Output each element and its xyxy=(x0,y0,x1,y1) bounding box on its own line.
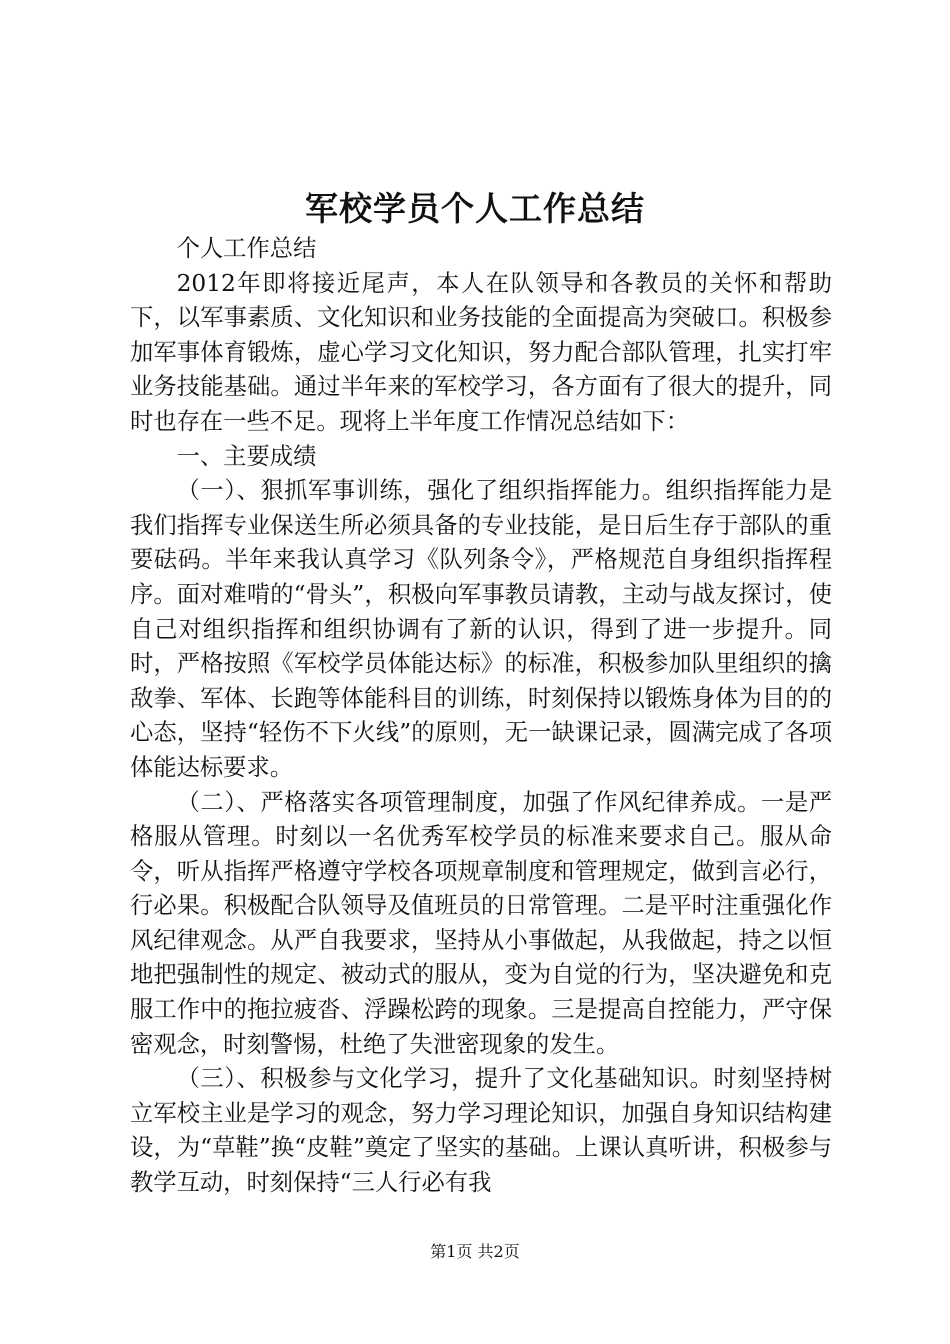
paragraph: 2012年即将接近尾声，本人在队领导和各教员的关怀和帮助下，以军事素质、文化知识和业务技能的全面提高为突破口。积极参加军事体育锻炼，虚心学习文化知识，努力配合部队管理，扎实打牢业务技能基础。通过半年来的军校学习，各方面有了很大的提升，同时也存在一些不足。现将上半年度工作情况总结如下： xyxy=(130,269,832,435)
paragraph: （二）、严格落实各项管理制度，加强了作风纪律养成。一是严格服从管理。时刻以一名优秀军校学员的标准来要求自己。服从命令，听从指挥严格遵守学校各项规章制度和管理规定，做到言必行，行必果。积极配合队领导及值班员的日常管理。二是平时注重强化作风纪律观念。从严自我要求，坚持从小事做起，从我做起，持之以恒地把强制性的规定、被动式的服从，变为自觉的行为，坚决避免和克服工作中的拖拉疲沓、浮躁松跨的现象。三是提高自控能力，严守保密观念，时刻警惕，杜绝了失泄密现象的发生。 xyxy=(130,788,832,1058)
page-footer: 第1页 共2页 xyxy=(430,1242,520,1261)
section-heading: 一、主要成绩 xyxy=(176,442,317,470)
document-title: 军校学员个人工作总结 xyxy=(305,189,645,228)
paragraph: （一）、狠抓军事训练，强化了组织指挥能力。组织指挥能力是我们指挥专业保送生所必须具备的专业技能，是日后生存于部队的重要砝码。半年来我认真学习《队列条令》，严格规范自身组织指挥程序。面对难啃的“骨头”，积极向军事教员请教，主动与战友探讨，使自己对组织指挥和组织协调有了新的认识，得到了进一步提升。同时，严格按照《军校学员体能达标》的标准，积极参加队里组织的擒敌拳、军体、长跑等体能科目的训练，时刻保持以锻炼身体为目的的心态，坚持“轻伤不下火线”的原则，无一缺课记录，圆满完成了各项体能达标要求。 xyxy=(130,477,832,781)
document-body xyxy=(130,232,832,1201)
paragraph: （三）、积极参与文化学习，提升了文化基础知识。时刻坚持树立军校主业是学习的观念，努力学习理论知识，加强自身知识结构建设，为“草鞋”换“皮鞋”奠定了坚实的基础。上课认真听讲，积极参与教学互动，时刻保持“三人行必有我 xyxy=(130,1065,832,1197)
paragraph: 个人工作总结 xyxy=(176,235,317,262)
